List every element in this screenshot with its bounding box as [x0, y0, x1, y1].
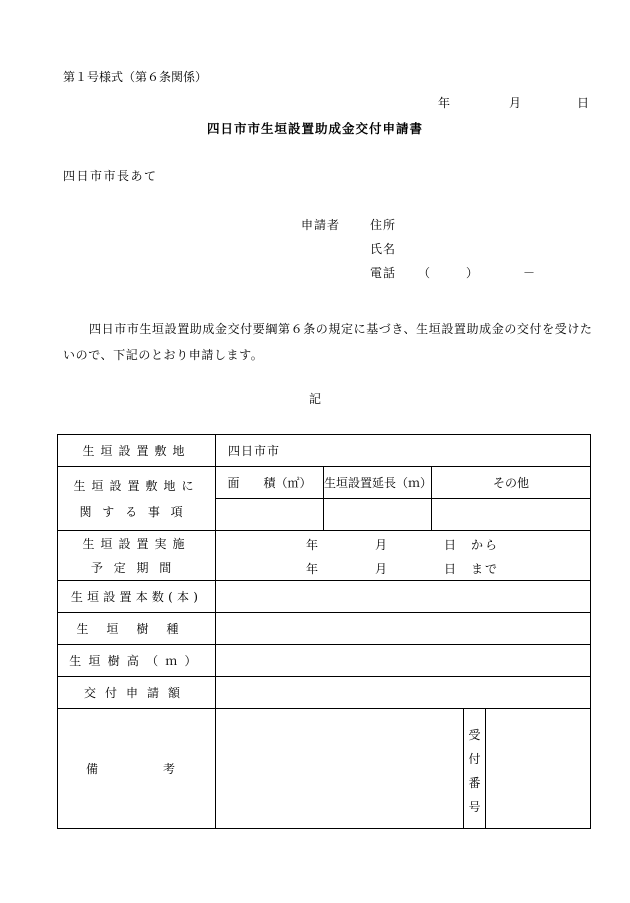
receipt-number-value [486, 709, 591, 829]
ki-heading: 記 [308, 392, 321, 406]
table-row [58, 531, 591, 581]
start-day: 日 [444, 537, 457, 552]
page-title: 四日市市生垣設置助成金交付申請書 [206, 121, 423, 136]
species-value [216, 613, 591, 645]
remarks-label: 備 考 [58, 709, 216, 829]
length-value [324, 499, 432, 531]
table-row [58, 709, 591, 829]
remarks-value [216, 709, 464, 829]
application-table [57, 434, 591, 829]
count-value [216, 581, 591, 613]
end-day: 日 [444, 561, 457, 576]
end-month: 月 [375, 561, 388, 576]
addressee: 四日市市長あて [63, 169, 158, 183]
table-row [58, 581, 591, 613]
address-label: 住所 [370, 218, 397, 232]
phone-paren-close: ） [466, 266, 479, 280]
phone-label: 電話 [370, 266, 397, 280]
end-year: 年 [306, 561, 319, 576]
table-row [58, 467, 591, 499]
count-label: 生垣設置本数(本) [58, 581, 216, 613]
table-row [58, 435, 591, 467]
length-header: 生垣設置延長（ｍ） [324, 467, 432, 499]
site-value: 四日市市 [216, 435, 591, 467]
phone-dash: － [523, 266, 536, 280]
table-row [58, 677, 591, 709]
receipt-number-label: 受 付 番 号 [464, 709, 486, 829]
date-year-label: 年 [438, 96, 451, 110]
species-label: 生垣樹種 [58, 613, 216, 645]
phone-paren-open: （ [418, 266, 431, 280]
amount-value [216, 677, 591, 709]
height-value [216, 645, 591, 677]
table-row [58, 645, 591, 677]
table-row [58, 613, 591, 645]
period-label: 生垣設置実施 予定期間 [58, 531, 216, 581]
until-label: まで [471, 561, 500, 576]
other-header: その他 [432, 467, 591, 499]
other-value [432, 499, 591, 531]
form-number: 第１号様式（第６条関係） [63, 70, 208, 84]
date-month-label: 月 [509, 96, 522, 110]
area-value [216, 499, 324, 531]
height-label: 生垣樹高（ｍ） [58, 645, 216, 677]
start-year: 年 [306, 537, 319, 552]
date-day-label: 日 [577, 96, 590, 110]
period-value [216, 531, 591, 581]
start-month: 月 [375, 537, 388, 552]
area-header: 面 積（㎡） [216, 467, 324, 499]
amount-label: 交付申請額 [58, 677, 216, 709]
name-label: 氏名 [370, 242, 397, 256]
application-statement: 四日市市生垣設置助成金交付要綱第６条の規定に基づき、生垣設置助成金の交付を受けたいので、下記のとおり申請します。 [63, 322, 593, 362]
site-matters-label: 生垣設置敷地に 関する事項 [58, 467, 216, 531]
site-label: 生垣設置敷地 [58, 435, 216, 467]
applicant-role-label: 申請者 [301, 218, 341, 232]
from-label: から [471, 537, 500, 552]
